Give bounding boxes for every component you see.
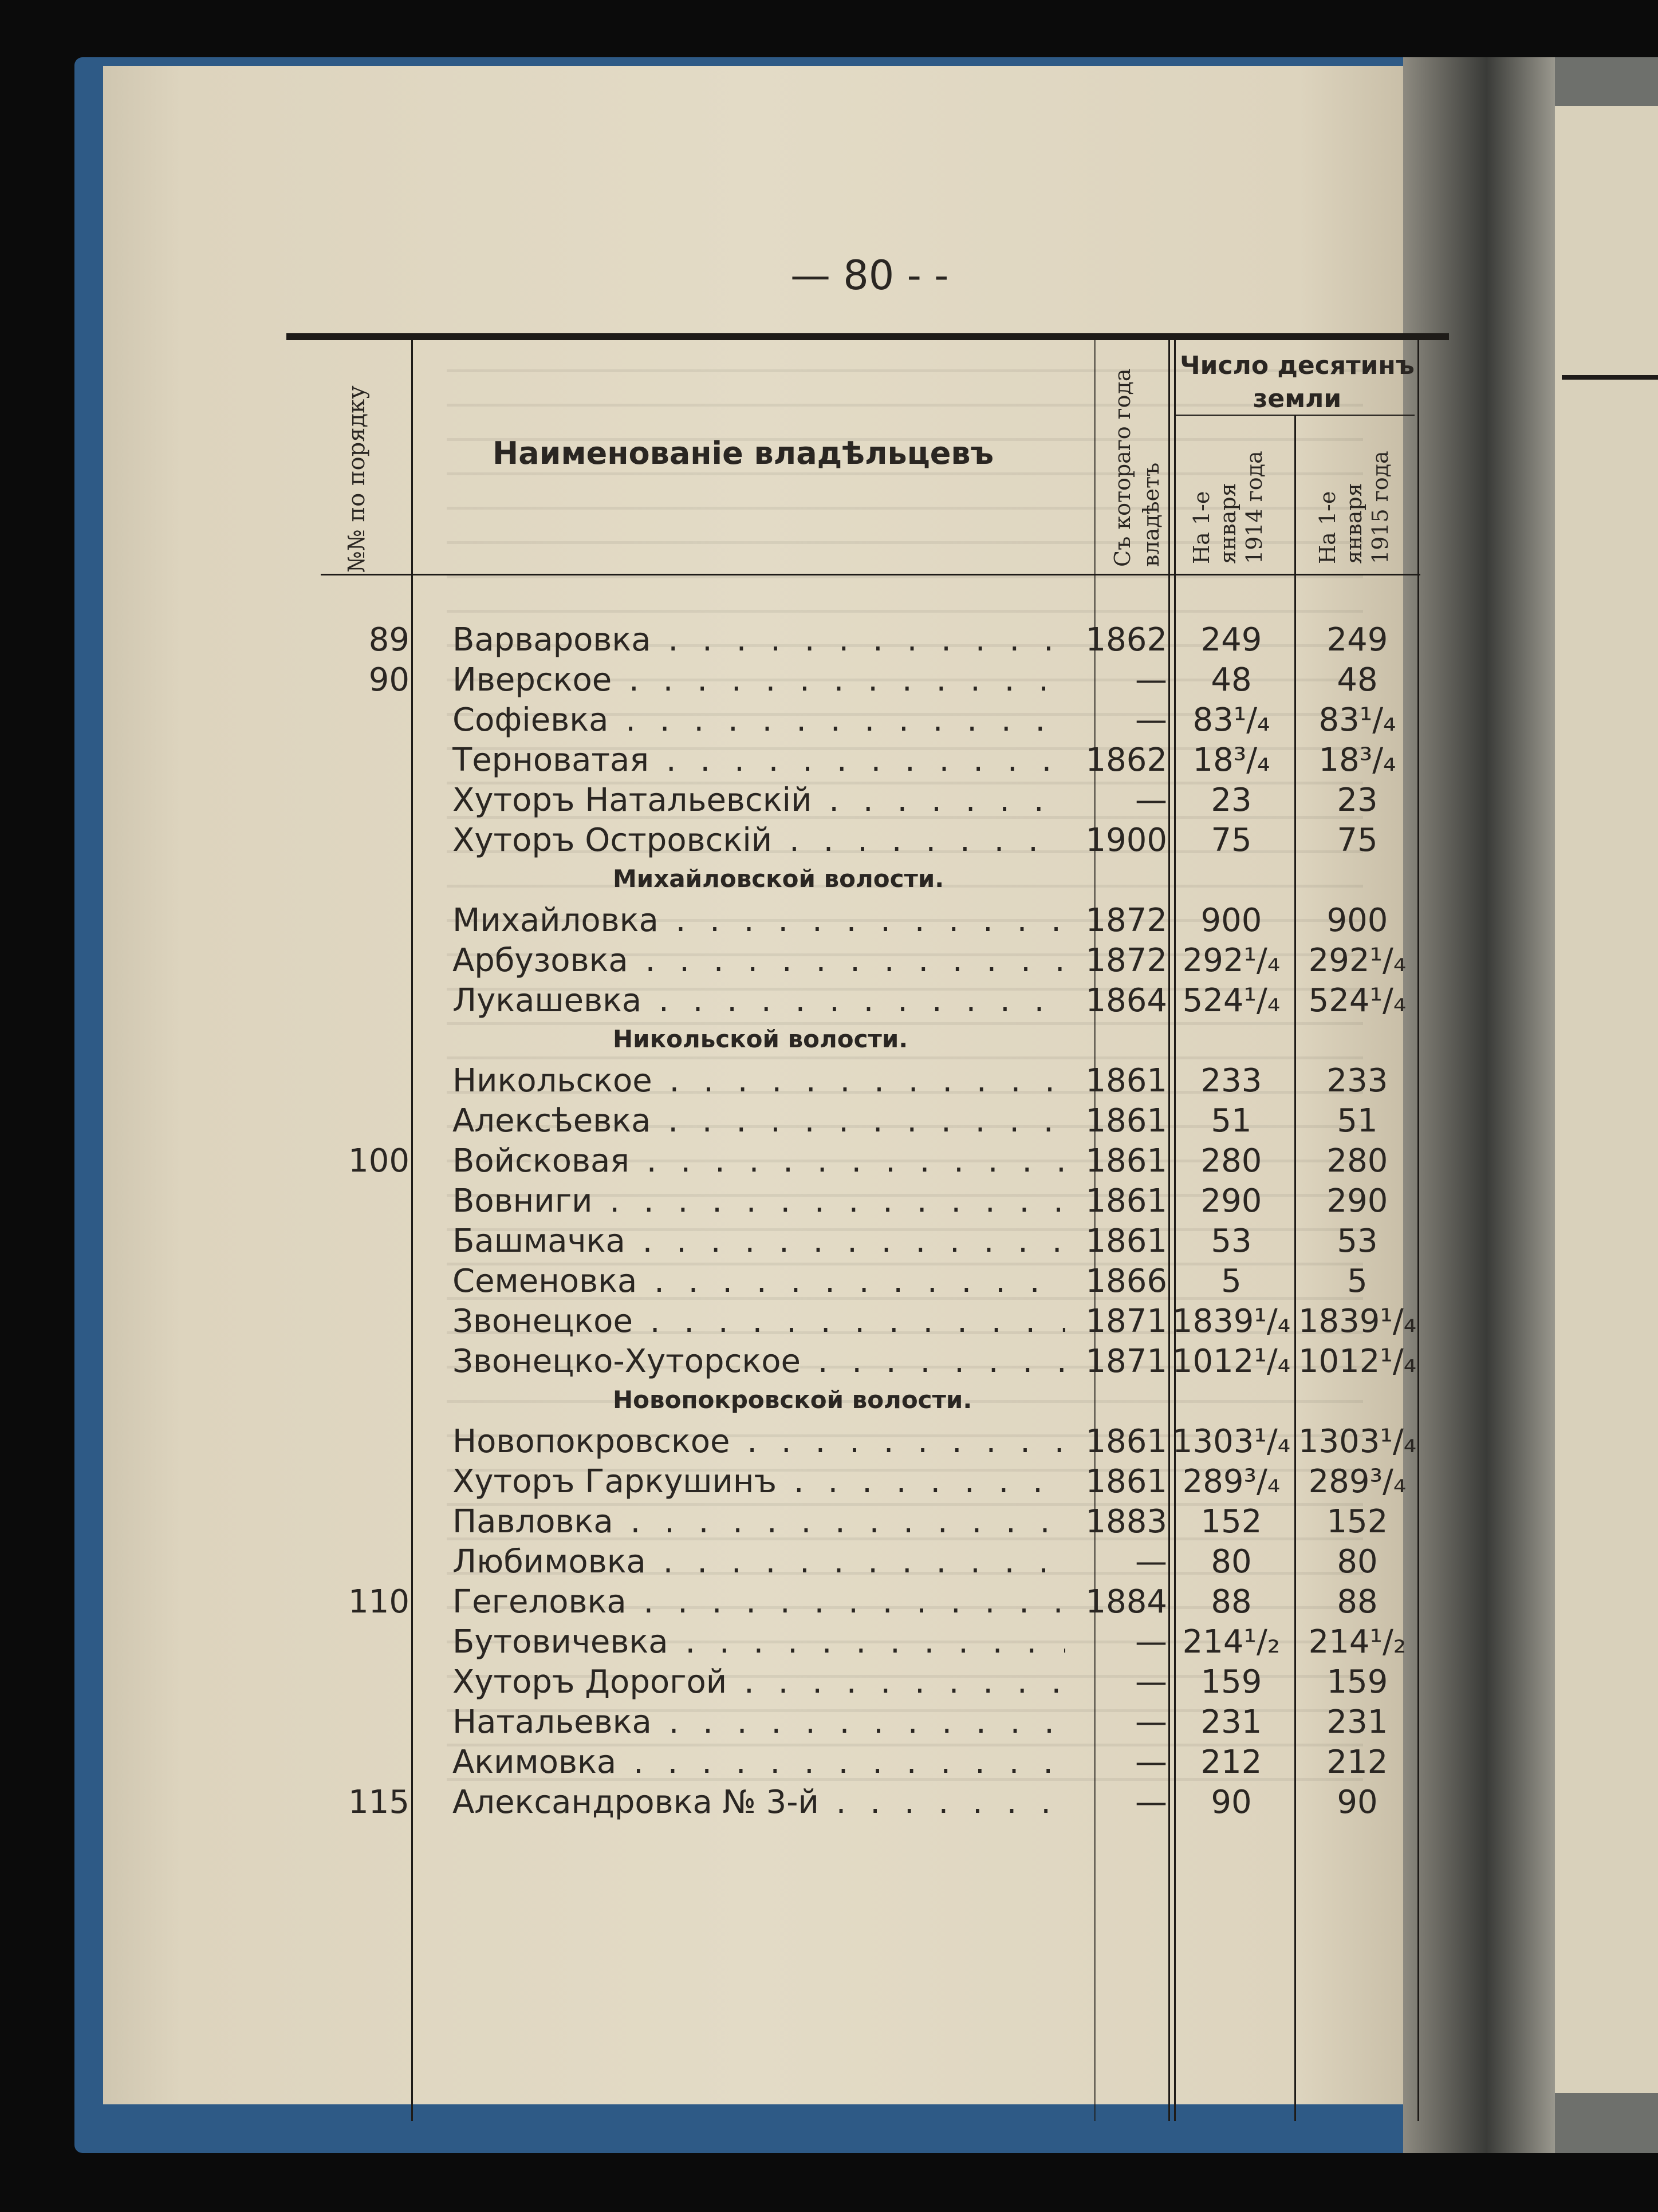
table-row bbox=[0, 942, 1432, 982]
owner-name: Михайловка . . . bbox=[452, 902, 1065, 939]
row-number: 115 bbox=[348, 1784, 409, 1821]
page-number: — 80 - - bbox=[790, 252, 949, 299]
land-1914: 290 bbox=[1200, 1182, 1262, 1220]
since-year: — bbox=[1135, 1663, 1167, 1701]
table-row bbox=[0, 1182, 1432, 1223]
table-row bbox=[0, 1704, 1432, 1744]
land-1915: 80 bbox=[1337, 1543, 1378, 1580]
land-1915: 214¹/₂ bbox=[1308, 1623, 1407, 1661]
header-bottom-rule bbox=[321, 574, 1420, 575]
owner-name: Павловка . . . bbox=[452, 1503, 1065, 1540]
land-1914: 75 bbox=[1211, 822, 1252, 859]
owner-name: Любимовка . . . bbox=[452, 1543, 1065, 1580]
land-1914: 51 bbox=[1211, 1102, 1252, 1139]
table-row bbox=[0, 1744, 1432, 1784]
land-1914: 280 bbox=[1200, 1142, 1262, 1180]
row-number: 89 bbox=[368, 621, 409, 659]
since-year: 1862 bbox=[1085, 742, 1167, 779]
owner-name: Звонецко-Хуторское . . . bbox=[452, 1343, 1065, 1380]
land-1914: 289³/₄ bbox=[1182, 1463, 1281, 1500]
since-year: — bbox=[1135, 782, 1167, 819]
section-heading: Новопокровской волости. bbox=[613, 1386, 972, 1414]
land-1915: 1012¹/₄ bbox=[1298, 1343, 1417, 1380]
land-1915: 231 bbox=[1326, 1704, 1388, 1741]
land-1915: 18³/₄ bbox=[1318, 742, 1396, 779]
land-1914: 90 bbox=[1211, 1784, 1252, 1821]
land-1915: 48 bbox=[1337, 661, 1378, 699]
owner-name: Лукашевка . . . bbox=[452, 982, 1065, 1019]
land-1914: 249 bbox=[1200, 621, 1262, 659]
land-1915: 900 bbox=[1326, 902, 1388, 939]
land-1914: 159 bbox=[1200, 1663, 1262, 1701]
land-1915: 1839¹/₄ bbox=[1298, 1303, 1417, 1340]
land-1914: 1303¹/₄ bbox=[1172, 1423, 1291, 1460]
land-1915: 5 bbox=[1347, 1263, 1368, 1300]
owner-name: Терноватая . . . bbox=[452, 742, 1065, 779]
owner-name: Хуторъ Дорогой . . . bbox=[452, 1663, 1065, 1701]
since-year: — bbox=[1135, 1543, 1167, 1580]
since-year: — bbox=[1135, 1784, 1167, 1821]
owner-name: Семеновка . . . bbox=[452, 1263, 1065, 1300]
owner-name: Натальевка . . . bbox=[452, 1704, 1065, 1741]
owner-name: Войсковая . . . bbox=[452, 1142, 1065, 1180]
owner-name: Бутовичевка . . . bbox=[452, 1623, 1065, 1661]
table-row bbox=[0, 1463, 1432, 1503]
since-year: 1884 bbox=[1085, 1583, 1167, 1620]
header-col-num: №№ по порядку bbox=[344, 385, 370, 573]
land-1915: 1303¹/₄ bbox=[1298, 1423, 1417, 1460]
since-year: 1871 bbox=[1085, 1303, 1167, 1340]
since-year: 1861 bbox=[1085, 1182, 1167, 1220]
table-row bbox=[0, 822, 1432, 862]
land-1914: 900 bbox=[1200, 902, 1262, 939]
table-row bbox=[0, 1142, 1432, 1182]
since-year: 1861 bbox=[1085, 1463, 1167, 1500]
since-year: 1872 bbox=[1085, 942, 1167, 979]
table-row bbox=[0, 621, 1432, 661]
owner-name: Звонецкое . . . bbox=[452, 1303, 1065, 1340]
since-year: 1871 bbox=[1085, 1343, 1167, 1380]
facing-page bbox=[1555, 106, 1658, 2093]
owner-name: Александровка № 3-й . . . bbox=[452, 1784, 1065, 1821]
since-year: — bbox=[1135, 1623, 1167, 1661]
land-1915: 23 bbox=[1337, 782, 1378, 819]
land-1915: 212 bbox=[1326, 1744, 1388, 1781]
facing-page-rule bbox=[1562, 375, 1658, 380]
land-1914: 83¹/₄ bbox=[1192, 701, 1270, 739]
table-row bbox=[0, 1303, 1432, 1343]
table-row bbox=[0, 1784, 1432, 1824]
table-row bbox=[0, 982, 1432, 1022]
land-1915: 159 bbox=[1326, 1663, 1388, 1701]
land-1914: 48 bbox=[1211, 661, 1252, 699]
table-row bbox=[0, 701, 1432, 742]
owner-name: Вовниги . . . bbox=[452, 1182, 1065, 1220]
owner-name: Башмачка . . . bbox=[452, 1223, 1065, 1260]
table-row bbox=[0, 1102, 1432, 1142]
land-1915: 249 bbox=[1326, 621, 1388, 659]
since-year: — bbox=[1135, 661, 1167, 699]
since-year: 1866 bbox=[1085, 1263, 1167, 1300]
section-heading: Никольской волости. bbox=[613, 1025, 908, 1053]
header-col-name: Наименованіе владѣльцевъ bbox=[493, 435, 994, 471]
land-1914: 231 bbox=[1200, 1704, 1262, 1741]
since-year: 1862 bbox=[1085, 621, 1167, 659]
table-top-rule bbox=[286, 333, 1449, 340]
owner-name: Софіевка . . . bbox=[452, 701, 1065, 739]
owner-name: Акимовка . . . bbox=[452, 1744, 1065, 1781]
land-1914: 292¹/₄ bbox=[1182, 942, 1281, 979]
land-1915: 524¹/₄ bbox=[1308, 982, 1407, 1019]
table-row bbox=[0, 902, 1432, 942]
table-row bbox=[0, 1543, 1432, 1583]
since-year: 1900 bbox=[1085, 822, 1167, 859]
table-row bbox=[0, 1663, 1432, 1704]
land-1914: 1839¹/₄ bbox=[1172, 1303, 1291, 1340]
land-1915: 90 bbox=[1337, 1784, 1378, 1821]
table-row bbox=[0, 1223, 1432, 1263]
land-1915: 233 bbox=[1326, 1062, 1388, 1099]
table-row bbox=[0, 1623, 1432, 1663]
land-1914: 23 bbox=[1211, 782, 1252, 819]
header-col-land: Число десятинъ земли bbox=[1180, 351, 1415, 413]
since-year: — bbox=[1135, 1704, 1167, 1741]
since-year: 1883 bbox=[1085, 1503, 1167, 1540]
land-1915: 88 bbox=[1337, 1583, 1378, 1620]
land-1914: 212 bbox=[1200, 1744, 1262, 1781]
land-1915: 292¹/₄ bbox=[1308, 942, 1407, 979]
owner-name: Арбузовка . . . bbox=[452, 942, 1065, 979]
table-row bbox=[0, 782, 1432, 822]
land-1915: 290 bbox=[1326, 1182, 1388, 1220]
since-year: 1861 bbox=[1085, 1102, 1167, 1139]
owner-name: Новопокровское . . . bbox=[452, 1423, 1065, 1460]
header-col-year: Съ котораго года владѣетъ bbox=[1110, 368, 1164, 567]
land-1915: 289³/₄ bbox=[1308, 1463, 1407, 1500]
since-year: 1872 bbox=[1085, 902, 1167, 939]
land-1915: 53 bbox=[1337, 1223, 1378, 1260]
land-1914: 233 bbox=[1200, 1062, 1262, 1099]
land-1914: 152 bbox=[1200, 1503, 1262, 1540]
land-1914: 80 bbox=[1211, 1543, 1252, 1580]
land-1915: 83¹/₄ bbox=[1318, 701, 1396, 739]
since-year: 1861 bbox=[1085, 1062, 1167, 1099]
since-year: 1861 bbox=[1085, 1223, 1167, 1260]
land-1914: 1012¹/₄ bbox=[1172, 1343, 1291, 1380]
owner-name: Алексѣевка . . . bbox=[452, 1102, 1065, 1139]
land-1915: 280 bbox=[1326, 1142, 1388, 1180]
land-1914: 88 bbox=[1211, 1583, 1252, 1620]
owner-name: Никольское . . . bbox=[452, 1062, 1065, 1099]
owner-name: Хуторъ Островскій . . . bbox=[452, 822, 1065, 859]
land-1914: 214¹/₂ bbox=[1182, 1623, 1281, 1661]
table-row bbox=[0, 1503, 1432, 1543]
owner-name: Варваровка . . . bbox=[452, 621, 1065, 659]
table-row bbox=[0, 1062, 1432, 1102]
table-row bbox=[0, 742, 1432, 782]
land-1914: 524¹/₄ bbox=[1182, 982, 1281, 1019]
header-col-1914: На 1-е января 1914 года bbox=[1189, 451, 1267, 564]
row-number: 110 bbox=[348, 1583, 409, 1620]
since-year: 1864 bbox=[1085, 982, 1167, 1019]
since-year: 1861 bbox=[1085, 1142, 1167, 1180]
table-row bbox=[0, 1583, 1432, 1623]
row-number: 90 bbox=[368, 661, 409, 699]
land-1915: 75 bbox=[1337, 822, 1378, 859]
since-year: — bbox=[1135, 1744, 1167, 1781]
table-row bbox=[0, 1263, 1432, 1303]
table-row bbox=[0, 1423, 1432, 1463]
land-1915: 51 bbox=[1337, 1102, 1378, 1139]
owner-name: Иверское . . . bbox=[452, 661, 1065, 699]
land-1914: 18³/₄ bbox=[1192, 742, 1270, 779]
since-year: 1861 bbox=[1085, 1423, 1167, 1460]
since-year: — bbox=[1135, 701, 1167, 739]
header-col-1915: На 1-е января 1915 года bbox=[1315, 451, 1393, 564]
owner-name: Хуторъ Натальевскій . . . bbox=[452, 782, 1065, 819]
land-1914: 53 bbox=[1211, 1223, 1252, 1260]
owner-name: Гегеловка . . . bbox=[452, 1583, 1065, 1620]
land-1914: 5 bbox=[1221, 1263, 1242, 1300]
row-number: 100 bbox=[348, 1142, 409, 1180]
owner-name: Хуторъ Гаркушинъ . . . bbox=[452, 1463, 1065, 1500]
table-row bbox=[0, 661, 1432, 701]
table-row bbox=[0, 1343, 1432, 1383]
land-1915: 152 bbox=[1326, 1503, 1388, 1540]
section-heading: Михайловской волости. bbox=[613, 865, 944, 893]
